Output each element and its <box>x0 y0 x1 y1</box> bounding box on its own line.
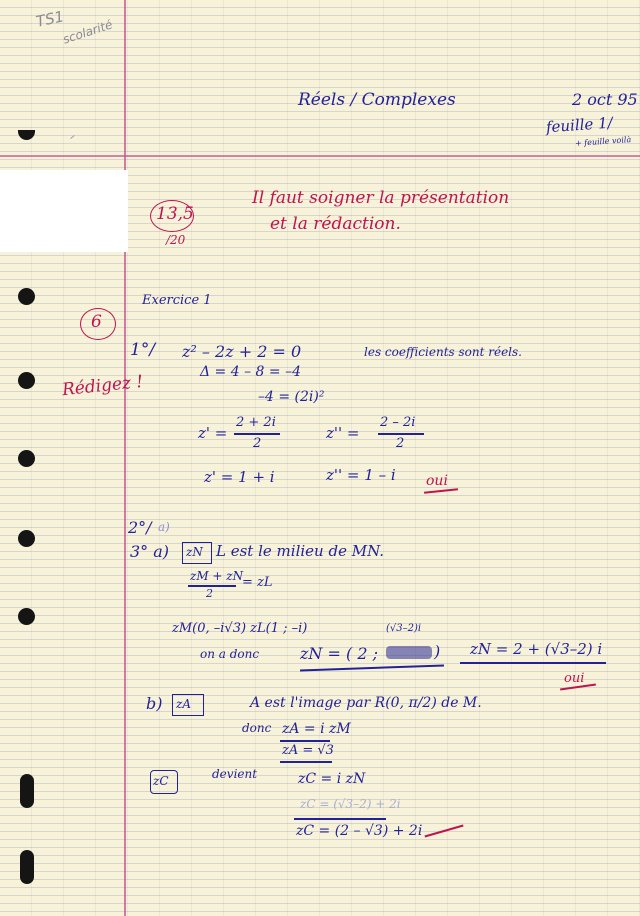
teacher-comment-line2: et la rédaction. <box>270 214 401 234</box>
q3-zn-result: zN = 2 + (√3–2) i <box>470 640 603 658</box>
q3-on-a-donc: on a donc <box>200 647 260 661</box>
margin-note: Rédigez ! <box>61 371 145 401</box>
q1-remark: les coefficients sont réels. <box>364 345 522 359</box>
q3b-statement: A est l'image par R(0, π/2) de M. <box>250 695 482 711</box>
binder-hole <box>18 608 35 625</box>
corner-note-line2: scolarité <box>61 17 115 47</box>
q3b-label: b) <box>146 694 163 713</box>
q3-oui: oui <box>564 671 585 686</box>
page-title: Réels / Complexes <box>298 90 456 110</box>
q3-statement: L est le milieu de MN. <box>216 542 385 560</box>
grade-score: 13,5 <box>156 204 194 224</box>
q3-mid-numerator: zM + zN <box>190 569 244 583</box>
binder-hole <box>20 850 34 884</box>
q3-zn-box-label: zN <box>186 545 203 559</box>
teacher-comment-line1: Il faut soigner la présentation <box>252 188 510 208</box>
q1-z2-denominator: 2 <box>396 436 405 451</box>
q1-z1-numerator: 2 + 2i <box>236 415 276 430</box>
sheet-number: feuille 1/ <box>545 113 614 137</box>
q3-number: 3° a) <box>130 542 170 561</box>
crossed-out-scribble <box>386 646 432 659</box>
binder-hole <box>20 774 34 808</box>
binder-hole <box>18 530 35 547</box>
binder-hole <box>18 130 35 140</box>
margin-line <box>124 0 126 916</box>
q1-equation: z² – 2z + 2 = 0 <box>182 342 302 361</box>
q3b-donc: donc <box>242 721 272 735</box>
binder-hole <box>18 450 35 467</box>
redacted-patch <box>0 170 128 252</box>
q2-number: 2°/ <box>128 518 152 537</box>
box-top-stroke <box>280 740 330 742</box>
fraction-bar <box>234 433 280 435</box>
box-bottom-stroke <box>280 761 332 763</box>
q3-zn-expression: zN = ( 2 ; <box>300 644 378 663</box>
exercise-mark: 6 <box>91 312 102 332</box>
q3-zn-superscript: (√3–2)i <box>386 623 422 634</box>
exercise-title: Exercice 1 <box>142 293 212 308</box>
underline-stroke <box>460 662 606 664</box>
q3b-za-box-label: zA <box>176 697 191 711</box>
q3b-zc-box-label: zC <box>153 774 169 788</box>
date: 2 oct 95 <box>572 90 638 109</box>
fraction-bar <box>378 433 424 435</box>
q1-z2-numerator: 2 – 2i <box>380 415 416 430</box>
box-top-stroke <box>294 818 386 820</box>
q1-number: 1°/ <box>130 340 156 360</box>
q2-aside: a) <box>158 520 170 534</box>
q1-z2-label: z'' = <box>326 424 360 442</box>
q1-delta: Δ = 4 – 8 = –4 <box>200 364 301 380</box>
grade-unit: /20 <box>166 233 186 247</box>
q1-z1-label: z' = <box>198 424 228 442</box>
q3b-zc-final: zC = (2 – √3) + 2i <box>296 823 423 839</box>
q3b-zc-struck: zC = (√3–2) + 2i <box>300 797 401 811</box>
q3-mid-denominator: 2 <box>206 587 213 600</box>
corner-note-line1: TS1 <box>34 7 66 31</box>
sheet-extra: + feuille voilà <box>574 135 632 148</box>
header-rule <box>0 155 640 157</box>
binder-hole <box>18 372 35 389</box>
q3b-za-value: zA = √3 <box>282 743 334 758</box>
q1-delta-square: –4 = (2i)² <box>258 389 325 405</box>
q1-z1-denominator: 2 <box>253 436 262 451</box>
q1-oui: oui <box>426 473 448 489</box>
q3-coordinates: zM(0, –i√3) zL(1 ; –i) <box>172 621 308 636</box>
binder-hole <box>18 288 35 305</box>
q3b-devient: devient <box>212 767 258 781</box>
ink-mark: ⸝ <box>70 131 75 141</box>
check-stroke <box>425 825 464 838</box>
q1-z2-result: z'' = 1 – i <box>326 466 396 484</box>
q3-mid-equation: = zL <box>242 575 273 590</box>
oui-underline <box>424 488 458 493</box>
q1-z1-result: z' = 1 + i <box>204 468 275 486</box>
underline-stroke <box>300 664 444 671</box>
q3b-zc-equation: zC = i zN <box>298 771 366 787</box>
q3b-za-equation: zA = i zM <box>282 721 351 737</box>
q3-close-paren: ) <box>434 642 441 661</box>
